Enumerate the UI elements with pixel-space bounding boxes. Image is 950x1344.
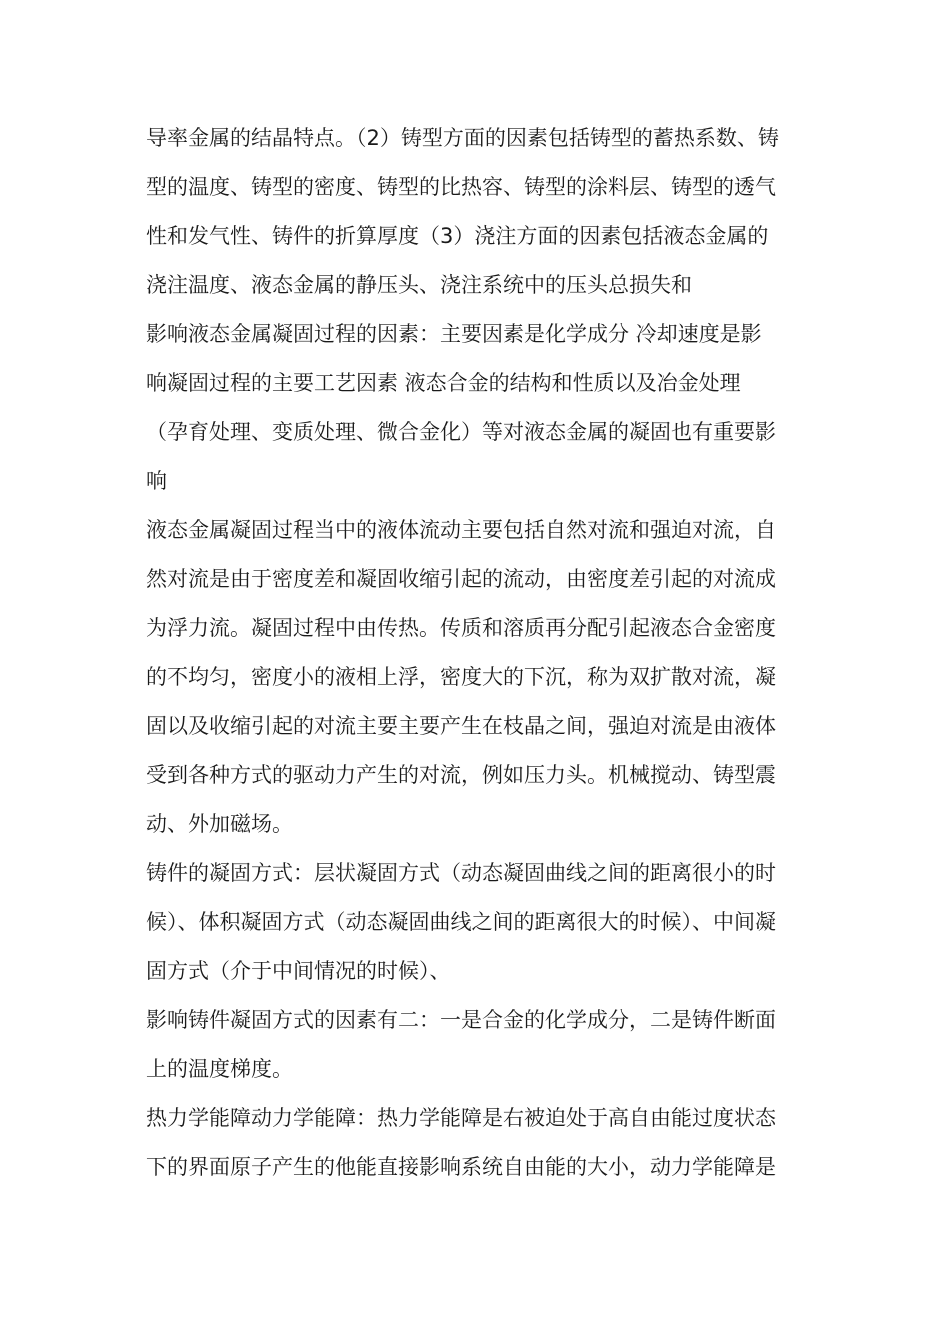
paragraph-energy-barriers xyxy=(146,1094,812,1192)
text-line: 热力学能障动力学能障：热力学能障是右被迫处于高自由能过度状态 xyxy=(146,1106,776,1130)
paragraph-solidification-modes xyxy=(146,849,812,996)
text-line: 浇注温度、液态金属的静压头、浇注系统中的压头总损失和 xyxy=(146,273,692,297)
text-line: 铸件的凝固方式：层状凝固方式（动态凝固曲线之间的距离很小的时 xyxy=(146,861,776,885)
text-line: 受到各种方式的驱动力产生的对流，例如压力头。机械搅动、铸型震 xyxy=(146,763,776,787)
paragraph-casting-factors xyxy=(146,114,812,310)
text-line: 为浮力流。凝固过程中由传热。传质和溶质再分配引起液态合金密度 xyxy=(146,616,776,640)
text-line: 固方式（介于中间情况的时候）、 xyxy=(146,959,451,983)
text-line: 候）、体积凝固方式（动态凝固曲线之间的距离很大的时候）、中间凝 xyxy=(146,910,776,934)
text-line: 的不均匀，密度小的液相上浮，密度大的下沉，称为双扩散对流，凝 xyxy=(146,665,776,689)
text-line: 上的温度梯度。 xyxy=(146,1057,293,1081)
document-body xyxy=(146,114,812,1192)
text-line: 型的温度、铸型的密度、铸型的比热容、铸型的涂料层、铸型的透气 xyxy=(146,175,776,199)
paragraph-solidification-factors xyxy=(146,310,812,506)
paragraph-mode-factors xyxy=(146,996,812,1094)
text-line: 性和发气性、铸件的折算厚度（3）浇注方面的因素包括液态金属的 xyxy=(146,224,769,248)
text-line: 然对流是由于密度差和凝固收缩引起的流动，由密度差引起的对流成 xyxy=(146,567,776,591)
text-line: 动、外加磁场。 xyxy=(146,812,293,836)
paragraph-liquid-flow xyxy=(146,506,812,849)
text-line: 响凝固过程的主要工艺因素 液态合金的结构和性质以及冶金处理 xyxy=(146,371,741,395)
text-line: 导率金属的结晶特点。（2）铸型方面的因素包括铸型的蓄热系数、铸 xyxy=(146,126,779,150)
text-line: （孕育处理、变质处理、微合金化）等对液态金属的凝固也有重要影 xyxy=(146,420,776,444)
text-line: 影响铸件凝固方式的因素有二：一是合金的化学成分，二是铸件断面 xyxy=(146,1008,776,1032)
text-line: 液态金属凝固过程当中的液体流动主要包括自然对流和强迫对流，自 xyxy=(146,518,776,542)
text-line: 固以及收缩引起的对流主要主要产生在枝晶之间，强迫对流是由液体 xyxy=(146,714,776,738)
text-line: 影响液态金属凝固过程的因素：主要因素是化学成分 冷却速度是影 xyxy=(146,322,762,346)
text-line: 响 xyxy=(146,469,167,493)
text-line: 下的界面原子产生的他能直接影响系统自由能的大小，动力学能障是 xyxy=(146,1155,776,1179)
